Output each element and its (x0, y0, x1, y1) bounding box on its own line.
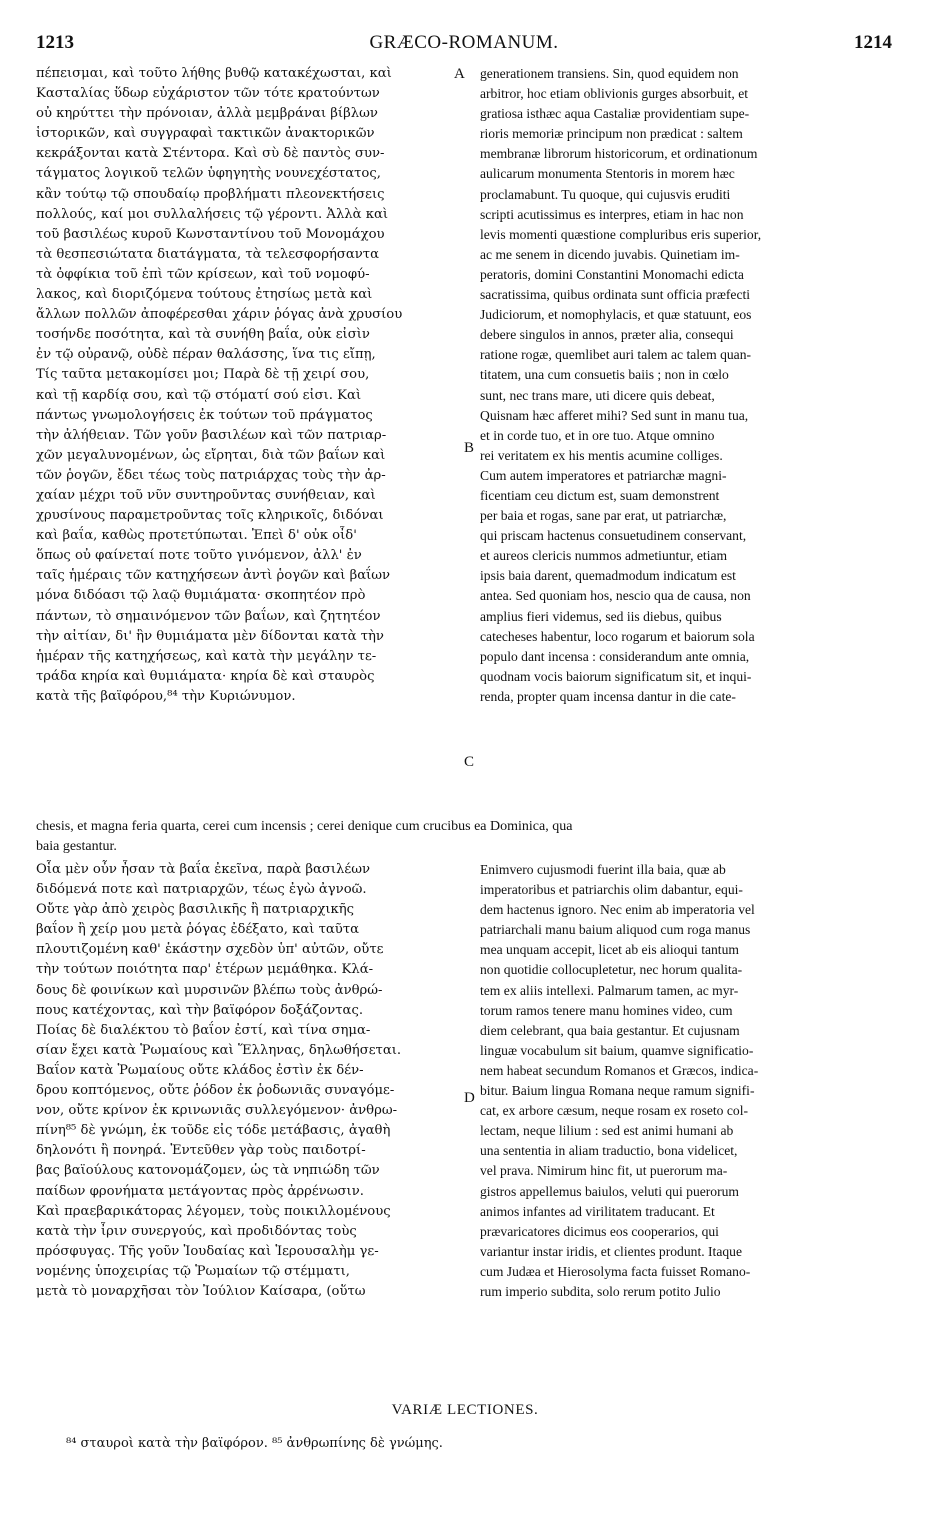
text-line: amplius fieri videmus, sed iis diebus, quibus (480, 608, 722, 624)
text-line: bitur. Baium lingua Romana neque ramum signifi- (480, 1083, 755, 1099)
variae-lectiones-heading: VARIÆ LECTIONES. (391, 1402, 539, 1418)
text-line: tem ex aliis intellexi. Palmarum tamen, ac myr- (480, 982, 739, 998)
text-line: πρόσφυγας. Τῆς γοῦν Ἰουδαίας καὶ Ἱερουσαλὴμ γε- (36, 1243, 379, 1259)
text-line: peratoris, domini Constantini Monomachi edicta (480, 266, 744, 282)
text-line: cat, ex arbore cæsum, neque rosam ex roseto col- (480, 1103, 748, 1119)
text-line: ἄλλων πολλῶν ἀποφέρεσθαι χάριν ῥόγας ἀνὰ χρυσίου (36, 307, 403, 323)
text-line: πάντως γνωμολογήσεις ἐκ τούτων τοῦ πράγματος (36, 407, 373, 423)
page-header (36, 32, 892, 58)
text-line: κἂν τούτῳ τῷ σπουδαίῳ προβλήματι πλεονεκτήσεις (36, 186, 385, 202)
full-width-line: chesis, et magna feria quarta, cerei cum incensis ; cerei denique cum crucibus ea Dominica, qua (36, 819, 573, 834)
text-line: vel prava. Nimirum hinc fit, ut puerorum ma- (480, 1163, 728, 1179)
text-line: χῶν μεγαλυνομένων, ὡς εἴρηται, διὰ τῶν βαΐων καὶ (36, 447, 386, 463)
text-line: ipsis baia darent, quemadmodum indicatum est (480, 568, 736, 584)
text-line: imperatoribus et patriarchis olim dabantur, equi- (480, 882, 743, 898)
text-line: κεκράξονται κατὰ Στέντορα. Καὶ σὺ δὲ παντὸς συν- (36, 146, 385, 162)
text-line: Cum autem imperatores et patriarchæ magni- (480, 467, 727, 483)
text-line: Βαΐον κατὰ Ῥωμαίους οὔτε κλάδος ἐστὶν ἐκ δέν- (36, 1062, 364, 1078)
text-line: rei veritatem ex his mentis acumine colliges. (480, 447, 723, 463)
text-line: δηλονότι ἢ πονηρά. Ἐντεῦθεν γὰρ τοὺς παιδοτρί- (36, 1143, 366, 1159)
text-line: πολλούς, καί μοι συλλαλήσεις τῷ γέροντι. Ἀλλὰ καὶ (36, 206, 389, 222)
text-line: et aureos clericis nummos admetiuntur, etiam (480, 548, 728, 564)
full-width-text (36, 817, 896, 857)
text-line: debere singulos in annos, præter alia, consequi (480, 327, 734, 343)
text-line: mea unquam accepit, licet ab eis alioqui tantum (480, 942, 739, 958)
text-line: arbitror, hoc etiam oblivionis gurges absorbuit, et (480, 86, 749, 102)
latin-column-top (480, 64, 893, 707)
text-line: τοῦ βασιλέως κυροῦ Κωνσταντίνου τοῦ Μονομάχου (36, 226, 385, 242)
text-line: λακος, καὶ διοριζόμενα τούτους ἐτησίως μετὰ καὶ (36, 287, 373, 303)
text-line: τὴν τούτων ποιότητα παρ' ἑτέρων μεμάθηκα. Κλά- (36, 962, 374, 978)
text-line: gistros appellemus baiulos, veluti qui puerorum (480, 1183, 739, 1199)
text-line: τὰ θεσπεσιώτατα διατάγματα, τὰ τελεσφορήσαντα (36, 246, 380, 262)
footnotes: ⁸⁴ σταυροὶ κατὰ τὴν βαϊφόρον. ⁸⁵ ἀνθρωπίνης δὲ γνώμης. (66, 1436, 443, 1451)
text-line: τὴν αἰτίαν, δι' ἣν θυμιάματα μὲν δίδονται κατὰ τὴν (36, 628, 384, 644)
text-line: βαΐον ἢ χείρ μου μετὰ ῥόγας ἐδέξατο, καὶ ταῦτα (36, 922, 360, 938)
text-line: gratiosa isthæc aqua Castaliæ providentiam supe- (480, 106, 750, 122)
text-line: variantur instar iridis, et clientes produnt. Itaque (480, 1243, 742, 1259)
greek-column-top (36, 64, 452, 707)
margin-marker-d: D (464, 1090, 475, 1106)
text-line: nem habeat secundum Romanos et Græcos, indica- (480, 1062, 759, 1078)
text-line: catecheses habentur, loco rogarum et baiorum sola (480, 628, 755, 644)
page-number-right: 1214 (854, 32, 892, 53)
text-line: sacratissima, quibus ordinata sunt officia præfecti (480, 287, 751, 303)
full-width-tail: baia gestantur. (36, 839, 117, 855)
text-line: τὰ ὀφφίκια τοῦ ἐπὶ τῶν κρίσεων, καὶ τοῦ νομοφύ- (36, 266, 370, 282)
text-line: τάγματος λογικοῦ τελῶν ὑφηγητὴς νουνεχέστατος, (36, 166, 381, 182)
text-line: rum imperio subdita, solo rerum potito Julio (480, 1283, 721, 1299)
text-line: torum ramos tenere manu homines video, cum (480, 1002, 733, 1018)
running-title: GRÆCO-ROMANUM. (369, 32, 559, 53)
text-line: χρυσίνους παραμετροῦντας τοῖς κληρικοῖς, διδόναι (36, 508, 384, 524)
text-line: aulicarum monumenta Stentoris in morem hæc (480, 166, 735, 182)
text-line: rioris memoriæ principum non prædicat : saltem (480, 126, 743, 142)
text-line: populo dant incensa : considerandum ante omnia, (480, 648, 750, 664)
text-line: ἱστορικῶν, καὶ συγγραφαὶ τακτικῶν ἀνακτορικῶν (36, 126, 375, 142)
text-line: quodnam vocis baiorum significatum sit, et inqui- (480, 668, 752, 684)
text-line: renda, propter quam incensa dantur in die cate- (480, 688, 736, 704)
text-line: qui priscam hactenus consuetudinem conservant, (480, 528, 747, 544)
text-line: ταῖς ἡμέραις τῶν κατηχήσεων ἀντὶ ῥογῶν καὶ βαΐων (36, 568, 391, 584)
text-line: διδόμενά ποτε καὶ πατριαρχῶν, τέως ἐγὼ ἀγνοῶ. (36, 882, 367, 898)
text-line: σίαν ἔχει κατὰ Ῥωμαίους καὶ Ἕλληνας, δηλωθήσεται. (36, 1042, 402, 1058)
text-line: τὴν ἀλήθειαν. Τῶν γοῦν βασιλέων καὶ τῶν πατριαρ- (36, 427, 387, 443)
text-line: prævaricatores dicimus eos cooperarios, qui (480, 1223, 719, 1239)
text-line: antea. Sed quoniam hos, nescio qua de causa, non (480, 588, 751, 604)
page-number-left: 1213 (36, 32, 74, 53)
text-line: Judiciorum, et nomophylacis, et quæ statuunt, eos (480, 307, 752, 323)
text-line: παίδων φρονήματα μετάγοντας πρὸς ἀρρένωσιν. (36, 1183, 364, 1199)
text-line: et in corde tuo, et in ore tuo. Atque omnino (480, 427, 715, 443)
text-line: Κασταλίας ὕδωρ εὐχάριστον τῶν τότε κρατούντων (36, 86, 380, 102)
text-line: ficentiam ceu dictum est, suam demonstrent (480, 487, 720, 503)
text-line: titatem, una cum consuetis baiis ; non in cœlo (480, 367, 729, 383)
text-line: νον, οὔτε κρίνον ἐκ κρινωνιᾶς συλλεγόμενον· ἀνθρω- (36, 1103, 398, 1119)
text-line: τῶν ῥογῶν, ἔδει τέως τοὺς πατριάρχας τοὺς τὴν ἀρ- (36, 467, 386, 483)
text-line: Οἷα μὲν οὖν ἦσαν τὰ βαΐα ἐκεῖνα, παρὰ βασιλέων (36, 862, 371, 877)
text-line: linguæ vocabulum sit baium, quamve significatio- (480, 1042, 754, 1058)
text-line: τράδα κηρία καὶ θυμιάματα· κηρία δὲ καὶ σταυρὸς (36, 668, 375, 684)
text-line: πλουτιζομένη καθ' ἑκάστην σχεδὸν ὑπ' αὐτῶν, οὔτε (36, 942, 384, 958)
text-line: χαίαν μέχρι τοῦ νῦν συντηροῦντας συνήθειαν, καὶ (36, 487, 376, 503)
text-line: ἐν τῷ οὐρανῷ, οὐδὲ πέραν θαλάσσης, ἵνα τις εἴπῃ, (36, 347, 376, 363)
text-line: patriarchali manu baium aliquod cum roga manus (480, 922, 751, 938)
text-line: Ποίας δὲ διαλέκτου τὸ βαΐον ἐστί, καὶ τίνα σημα- (36, 1022, 371, 1038)
margin-marker-a: A (454, 66, 465, 82)
text-line: καὶ βαΐα, καθὼς προτετύπωται. Ἐπεὶ δ' οὐκ οἶδ' (36, 528, 357, 544)
text-line: ἡμέραν τῆς κατηχήσεως, καὶ κατὰ τὴν μεγάλην τε- (36, 648, 377, 664)
text-line: ac me senem in dicendo juvabis. Quinetiam im- (480, 246, 740, 262)
greek-column-bottom (36, 860, 452, 1302)
text-line: ratione rogæ, quemlibet auri talem ac talem quan- (480, 347, 752, 363)
text-line: μόνα διδόασι τῷ λαῷ θυμιάματα· σκοπητέον πρὸ (36, 588, 366, 604)
text-line: non quotidie collocupletetur, nec horum qualita- (480, 962, 743, 978)
text-line: πίνη⁸⁵ δὲ γνώμη, ἐκ τοῦδε εἰς τόδε μετάβασις, ἀγαθὴ (36, 1123, 391, 1139)
text-line: δους δὲ φοινίκων καὶ μυρσινῶν βλέπω τοὺς ἀνθρώ- (36, 982, 383, 998)
text-line: animos infantes ad virilitatem traducant. Et (480, 1203, 715, 1219)
margin-marker-c: C (464, 754, 475, 770)
text-line: per baia et rogas, sane par erat, ut patriarchæ, (480, 508, 727, 524)
text-line: βας βαϊούλους κατονομάζομεν, ὡς τὰ νηπιώδη τῶν (36, 1163, 380, 1179)
text-line: proclamabunt. Tu quoque, qui cujusvis eruditi (480, 186, 731, 202)
text-line: diem celebrant, qua baia gestantur. Et cujusnam (480, 1022, 740, 1038)
text-line: πάντων, τὸ σημαινόμενον τῶν βαΐων, καὶ ζητητέον (36, 608, 381, 624)
text-line: levis momenti quæstione compluribus eris superior, (480, 226, 762, 242)
latin-column-bottom (480, 860, 893, 1302)
text-line: scripti acutissimus es interpres, etiam in hac non (480, 206, 744, 222)
text-line: οὐ κηρύττει τὴν πρόνοιαν, ἀλλὰ μεμβράναι βίβλων (36, 106, 378, 122)
text-line: ὅπως οὐ φαίνεταί ποτε τοῦτο γινόμενον, ἀλλ' ἐν (36, 548, 362, 564)
text-line: καὶ τῇ καρδίᾳ σου, καὶ τῷ στόματί σού εἰσι. Καὶ (36, 387, 362, 403)
text-line: membranæ librorum historicorum, et ordinationum (480, 146, 758, 162)
text-line: Enimvero cujusmodi fuerint illa baia, quæ ab (480, 862, 726, 877)
text-line: dem hactenus ignoro. Nec enim ab imperatoria vel (480, 902, 755, 918)
text-line: μετὰ τὸ μοναρχῆσαι τὸν Ἰούλιον Καίσαρα, (οὕτω (36, 1283, 366, 1299)
text-line: una sententia in aliam traductio, bona videlicet, (480, 1143, 738, 1159)
text-line: πέπεισμαι, καὶ τοῦτο λήθης βυθῷ κατακέχωσται, καὶ (36, 66, 392, 81)
text-line: νομένης ὑποχειρίας τῷ Ῥωμαίων τῷ στέμματι, (36, 1263, 350, 1279)
text-line: Οὔτε γὰρ ἀπὸ χειρὸς βασιλικῆς ἢ πατριαρχικῆς (36, 902, 355, 918)
text-line: cum Judæa et Hierosolyma facta fuisset Romano- (480, 1263, 751, 1279)
margin-marker-b: B (464, 440, 475, 456)
text-line: κατὰ τῆς βαϊφόρου,⁸⁴ τὴν Κυριώνυμον. (36, 688, 296, 704)
text-line: δρου κοπτόμενος, οὔτε ῥόδον ἐκ ῥοδωνιᾶς συναγόμε- (36, 1083, 395, 1099)
text-line: sunt, nec trans mare, uti dicere quis debeat, (480, 387, 715, 403)
text-line: generationem transiens. Sin, quod equidem non (480, 66, 739, 81)
text-line: κατὰ τὴν ἶριν συνεργούς, καὶ προδιδόντας τοὺς (36, 1223, 357, 1239)
text-line: τοσήνδε ποσότητα, καὶ τὰ συνήθη βαΐα, οὐκ εἰσὶν (36, 327, 370, 343)
text-line: lectam, neque lilium : sed est animi humani ab (480, 1123, 734, 1139)
text-line: Τίς ταῦτα μετακομίσει μοι; Παρὰ δὲ τῇ χειρί σου, (36, 367, 370, 383)
text-line: πους κατέχοντας, καὶ τὴν βαϊφόρον δοξάζοντας. (36, 1002, 364, 1018)
text-line: Quisnam hæc afferet mihi? Sed sunt in manu tua, (480, 407, 749, 423)
text-line: Καὶ πραεβαρικάτορας λέγομεν, τοὺς ποικιλλομένους (36, 1203, 391, 1219)
